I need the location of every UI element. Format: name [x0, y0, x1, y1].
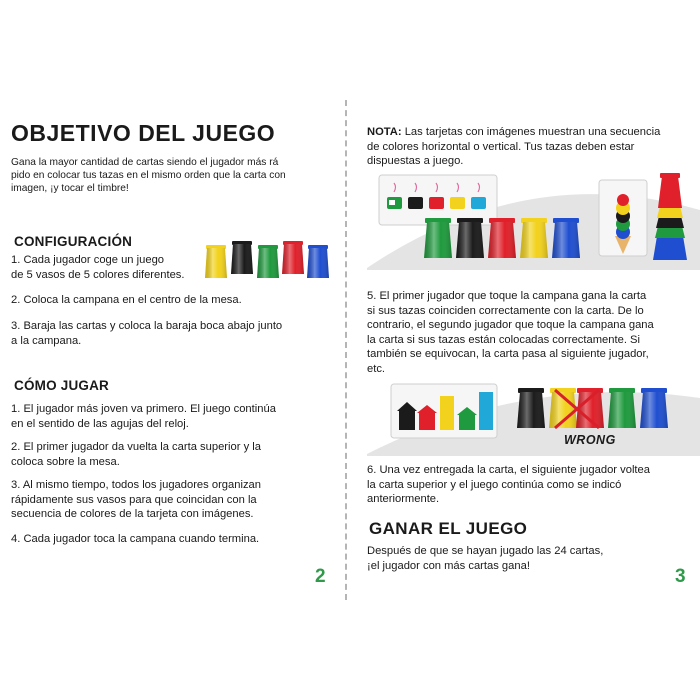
step-line: 3. Baraja las cartas y coloca la baraja boca abajo junto — [11, 320, 283, 332]
win-line: ¡el jugador con más cartas gana! — [367, 559, 530, 572]
coffee-cup-icon — [408, 197, 423, 209]
step-line: contrario, el segundo jugador que toque la campana gana — [367, 319, 654, 331]
win-line: Después de que se hayan jugado las 24 cartas, — [367, 545, 604, 557]
intro-line: Gana la mayor cantidad de cartas siendo el jugador más rá — [11, 157, 279, 168]
cup-icon — [640, 388, 668, 428]
step-line: si sus tazas coinciden correctamente con la carta. De lo — [367, 304, 644, 317]
step-line: rápidamente sus vasos para que coincidan con la — [11, 493, 257, 506]
cup-icon — [231, 241, 253, 274]
step-line: en el sentido de las agujas del reloj. — [11, 417, 189, 430]
cup-icon — [517, 388, 545, 428]
step-line: secuencia de colores de la tarjeta con imágenes. — [11, 508, 254, 520]
wrong-label: WRONG — [564, 433, 616, 447]
note-line: de colores horizontal o vertical. Tus tazas deben estar — [367, 140, 635, 153]
step-line: también se equivocan, la carta pasa al siguiente jugador, — [367, 348, 649, 360]
left-page — [0, 0, 345, 700]
cup-icon — [488, 218, 516, 258]
step-line: de 5 vasos de 5 colores diferentes. — [11, 268, 185, 281]
cup-icon — [424, 218, 452, 258]
step-line: 6. Una vez entregada la carta, el siguiente jugador voltea — [367, 464, 650, 476]
coffee-cup-icon — [471, 197, 486, 209]
cup-icon — [282, 241, 304, 274]
coffee-cup-icon — [429, 197, 444, 209]
step-line: 2. Coloca la campana en el centro de la mesa. — [11, 294, 242, 306]
step-line: 4. Cada jugador toca la campana cuando termina. — [11, 533, 260, 545]
step-line: 2. El primer jugador da vuelta la carta superior y la — [11, 441, 261, 453]
five-cups-illustration — [200, 240, 335, 282]
cup-row — [424, 218, 580, 258]
step-line: anteriormente. — [367, 493, 440, 505]
step-line: 5. El primer jugador que toque la campana gana la carta — [367, 290, 647, 302]
step-line: coloca sobre la mesa. — [11, 455, 120, 468]
intro-line: imagen, ¡y tocar el timbre! — [11, 183, 129, 194]
coffee-cup-icon — [387, 197, 402, 209]
note-line: dispuestas a juego. — [367, 155, 464, 167]
config-step-3 — [11, 319, 341, 348]
intro-text — [11, 156, 341, 195]
intro-line: pido en colocar tus tazas en el mismo orden que la carta con — [11, 170, 286, 181]
step-line: 3. Al mismo tiempo, todos los jugadores organizan — [11, 479, 261, 491]
vertical-picture-card — [599, 180, 647, 256]
play-step-4 — [11, 532, 341, 547]
stacked-cups — [653, 173, 687, 260]
win-text — [367, 544, 687, 573]
note-line — [367, 125, 697, 140]
houses-picture-card — [391, 384, 497, 438]
config-step-2 — [11, 293, 341, 308]
house-icon — [479, 392, 493, 430]
page-number: 2 — [315, 566, 326, 587]
cup-icon — [205, 245, 227, 278]
page-number: 3 — [675, 566, 686, 587]
play-step-1 — [11, 402, 341, 431]
step-line: la carta superior y el juego continúa como se indicó — [367, 478, 622, 491]
config-heading: CONFIGURACIÓN — [14, 234, 133, 249]
horizontal-picture-card — [379, 175, 497, 225]
cup-icon — [456, 218, 484, 258]
step-line: la carta si sus tazas están colocadas correctamente. Si — [367, 333, 640, 346]
page-divider — [345, 100, 347, 600]
cup-icon — [520, 218, 548, 258]
step-5-text — [367, 289, 700, 376]
right-page — [352, 0, 700, 700]
step-6-text — [367, 463, 700, 507]
win-heading: GANAR EL JUEGO — [369, 519, 528, 538]
coffee-cup-icon — [450, 197, 465, 209]
cup-icon — [257, 245, 279, 278]
matching-illustration — [367, 170, 700, 270]
house-icon — [440, 396, 454, 430]
step-line: 1. El jugador más joven va primero. El juego continúa — [11, 403, 276, 415]
cup-icon — [608, 388, 636, 428]
step-line: a la campana. — [11, 334, 82, 347]
play-step-3 — [11, 478, 341, 522]
step-line: etc. — [367, 362, 386, 375]
cup-icon — [307, 245, 329, 278]
play-step-2 — [11, 440, 341, 469]
note-label: NOTA: — [367, 126, 402, 138]
step-line: 1. Cada jugador coge un juego — [11, 254, 165, 266]
cup-icon — [552, 218, 580, 258]
page-title: OBJETIVO DEL JUEGO — [11, 120, 276, 146]
wrong-illustration — [367, 378, 700, 456]
note-text — [367, 125, 697, 169]
play-heading: CÓMO JUGAR — [14, 378, 110, 393]
note-line-text: Las tarjetas con imágenes muestran una secuencia — [401, 126, 661, 138]
